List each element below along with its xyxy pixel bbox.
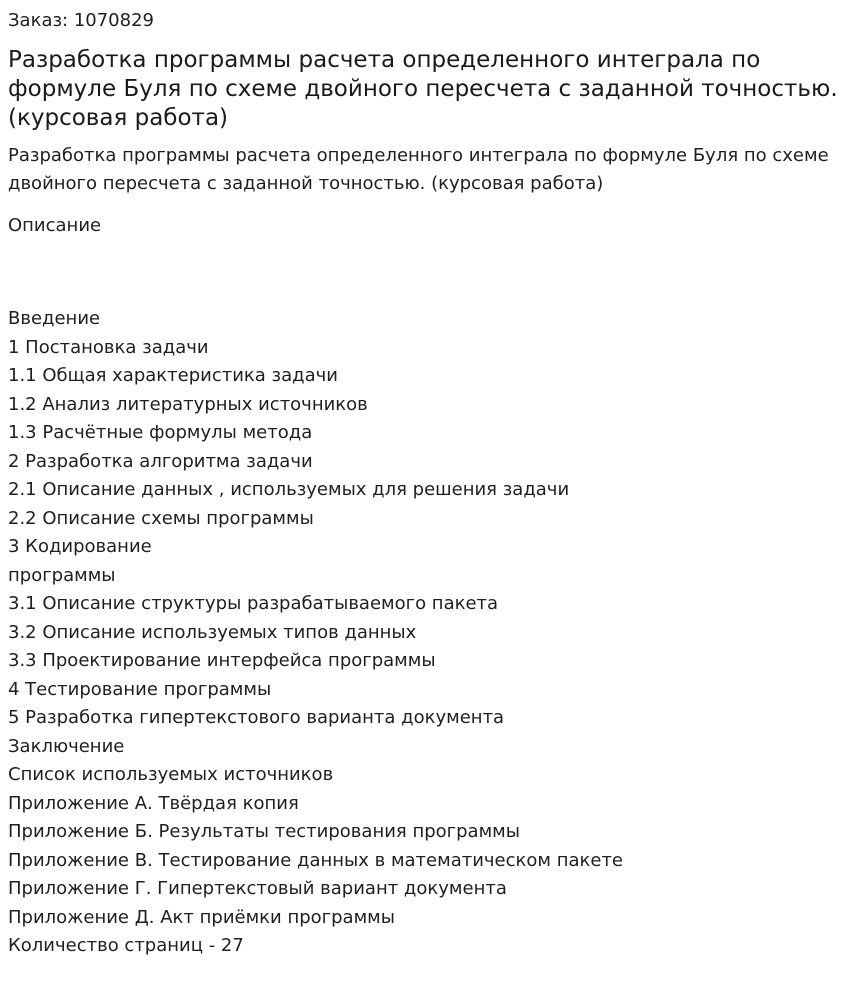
toc-item: 4 Тестирование программы: [8, 678, 272, 700]
toc-item: Приложение Д. Акт приёмки программы: [8, 906, 395, 928]
toc-item: 1.3 Расчётные формулы метода: [8, 422, 313, 443]
toc-item: 2.1 Описание данных , используемых для решения задачи: [8, 479, 570, 500]
toc-item: 2.2 Описание схемы программы: [8, 507, 314, 529]
toc-item: 1 Постановка задачи: [8, 336, 209, 358]
toc-item: 1.1 Общая характеристика задачи: [8, 365, 338, 386]
toc-item: Заключение: [8, 735, 125, 757]
page-title: Разработка программы расчета определенного интеграла по формуле Буля по схеме двойного пересчета с заданной точностью. (курсовая работа): [8, 47, 838, 131]
toc-item: 3 Кодирование: [8, 536, 152, 557]
toc-item: Приложение А. Твёрдая копия: [8, 792, 299, 814]
toc-item: Количество страниц - 27: [8, 935, 244, 956]
page-subtitle: Разработка программы расчета определенного интеграла по формуле Буля по схеме двойного пересчета с заданной точностью. (курсовая работа): [8, 145, 829, 194]
toc-item: 2 Разработка алгоритма задачи: [8, 450, 313, 472]
toc-item: 3.1 Описание структуры разрабатываемого пакета: [8, 593, 499, 614]
toc-item: Список используемых источников: [8, 764, 334, 785]
toc-item: Приложение Г. Гипертекстовый вариант документа: [8, 878, 507, 899]
toc-item: Приложение Б. Результаты тестирования программы: [8, 821, 520, 842]
toc-item: программы: [8, 564, 116, 586]
toc-item: 5 Разработка гипертекстового варианта документа: [8, 707, 505, 728]
toc-item: 1.2 Анализ литературных источников: [8, 393, 368, 415]
toc-item: 3.3 Проектирование интерфейса программы: [8, 650, 436, 671]
toc-item: Приложение В. Тестирование данных в математическом пакете: [8, 849, 623, 871]
description-heading: Описание: [8, 215, 102, 236]
order-number: Заказ: 1070829: [8, 10, 154, 31]
toc-item: 3.2 Описание используемых типов данных: [8, 621, 417, 643]
toc-item: Введение: [8, 308, 101, 329]
table-of-contents: [8, 305, 839, 961]
